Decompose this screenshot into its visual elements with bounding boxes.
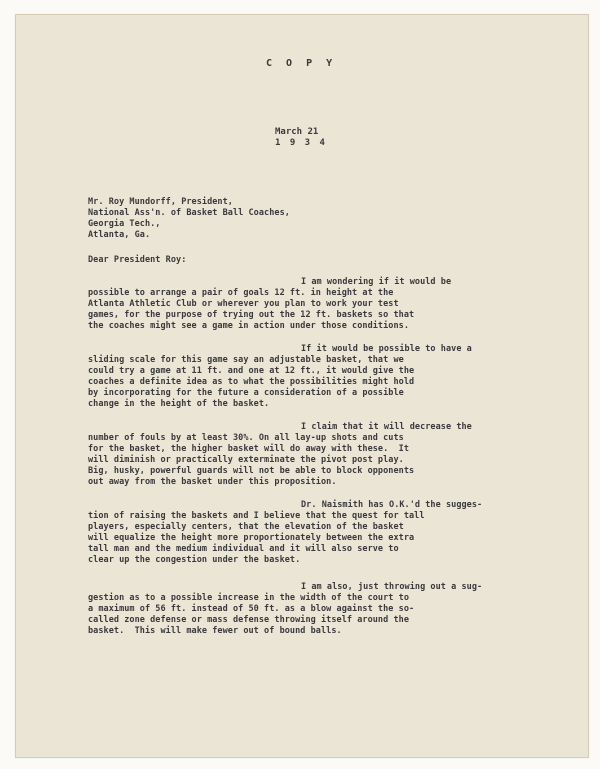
paragraph-line: tall man and the medium individual and it will also serve to [88, 544, 399, 554]
address-line: National Ass'n. of Basket Ball Coaches, [88, 208, 290, 218]
paragraph-line: number of fouls by at least 30%. On all lay-up shots and cuts [88, 433, 404, 443]
paragraph-line: change in the height of the basket. [88, 399, 270, 409]
address-line: Georgia Tech., [88, 219, 161, 229]
paragraph-line: gestion as to a possible increase in the width of the court to [88, 593, 410, 603]
paragraph-line: Atlanta Athletic Club or wherever you plan to work your test [88, 299, 399, 309]
paragraph-line: for the basket, the higher basket will do away with these. It [88, 444, 410, 454]
salutation: Dear President Roy: [88, 255, 187, 265]
paragraph-line: players, especially centers, that the elevation of the basket [88, 522, 404, 532]
paragraph-line: sliding scale for this game say an adjustable basket, that we [88, 355, 404, 365]
paragraph-line: clear up the congestion under the basket. [88, 555, 301, 565]
paragraph-line: by incorporating for the future a consideration of a possible [88, 388, 404, 398]
address-line: Mr. Roy Mundorff, President, [88, 197, 233, 207]
date-year: 1 9 3 4 [275, 138, 327, 148]
paragraph-line: possible to arrange a pair of goals 12 ft. in height at the [88, 288, 394, 298]
paragraph-line: a maximum of 56 ft. instead of 50 ft. as a blow against the so- [88, 604, 415, 614]
paragraph-line: games, for the purpose of trying out the 12 ft. baskets so that [88, 310, 415, 320]
paragraph-line: could try a game at 11 ft. and one at 12 ft., it would give the [88, 366, 415, 376]
paragraph-line: will diminish or practically exterminate the pivot post play. [88, 455, 404, 465]
paragraph-line: will equalize the height more proportionately between the extra [88, 533, 415, 543]
paragraph-line: out away from the basket under this proposition. [88, 477, 337, 487]
paragraph-line: Dr. Naismith has O.K.'d the sugges- [301, 500, 483, 510]
address-line: Atlanta, Ga. [88, 230, 151, 240]
paragraph-line: the coaches might see a game in action under those conditions. [88, 321, 410, 331]
paragraph-line: I am also, just throwing out a sug- [301, 582, 483, 592]
date-month-day: March 21 [275, 127, 319, 137]
copy-heading: C O P Y [266, 58, 337, 69]
paragraph-line: If it would be possible to have a [301, 344, 472, 354]
paragraph-line: tion of raising the baskets and I believe that the quest for tall [88, 511, 425, 521]
paragraph-line: Big, husky, powerful guards will not be able to block opponents [88, 466, 415, 476]
paragraph-line: I am wondering if it would be [301, 277, 452, 287]
paragraph-line: I claim that it will decrease the [301, 422, 472, 432]
paragraph-line: basket. This will make fewer out of bound balls. [88, 626, 342, 636]
paragraph-line: called zone defense or mass defense throwing itself around the [88, 615, 410, 625]
paragraph-line: coaches a definite idea as to what the possibilities might hold [88, 377, 415, 387]
